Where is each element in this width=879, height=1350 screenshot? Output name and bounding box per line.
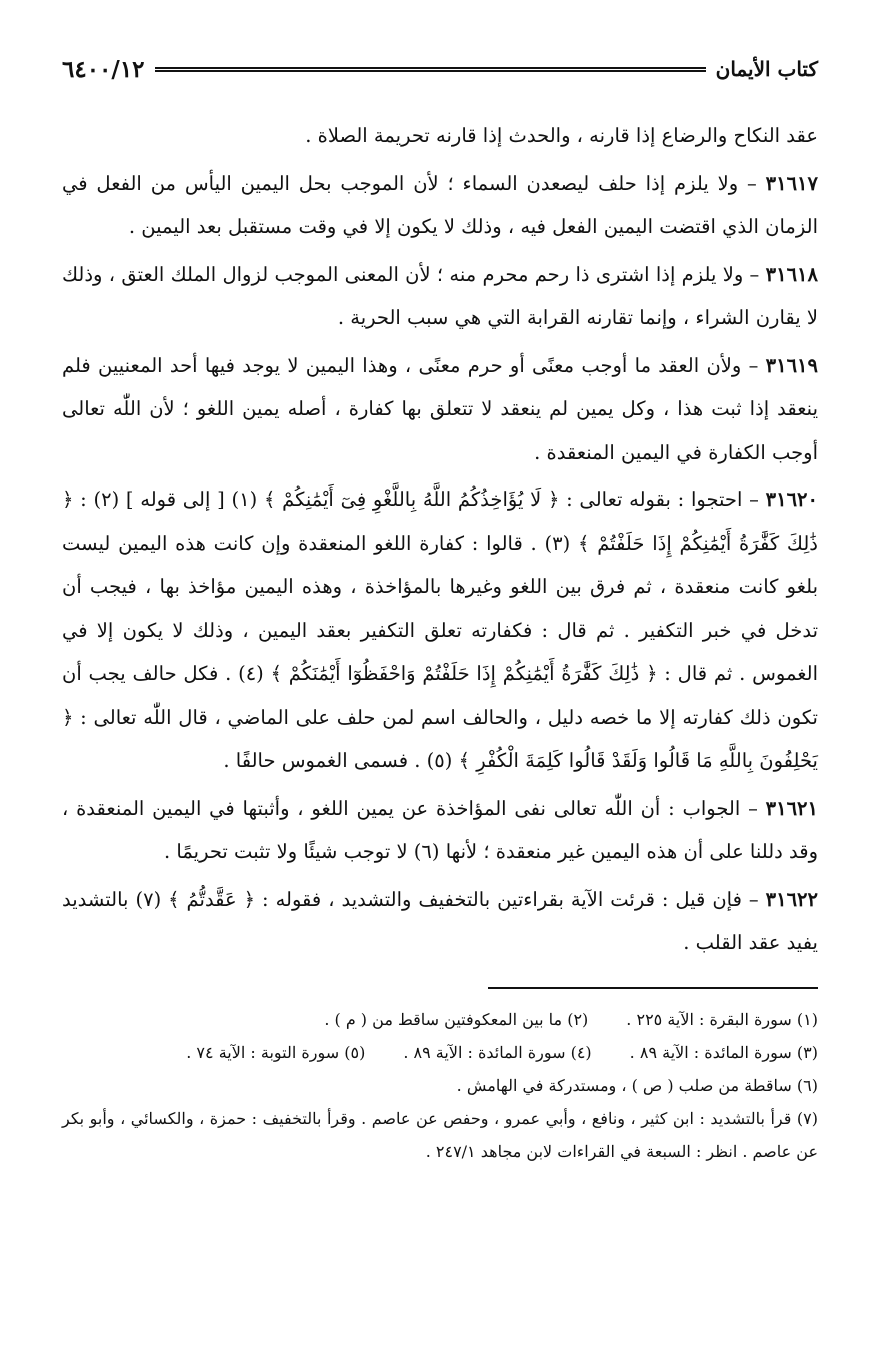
paragraph-31622 [62,878,818,965]
footnote-row [62,1003,818,1036]
page-header [62,48,818,90]
paragraph-continuation [62,114,818,158]
book-title: كتاب الأيمان [715,57,818,81]
footnote-1: (١) سورة البقرة : الآية ٢٢٥ . [626,1009,818,1029]
paragraph-text: – ولا يلزم إذا اشترى ذا رحم محرم منه ؛ لأن المعنى الموجب لزوال الملك العتق ، وذلك لا يقارن الشراء ، وإنما تقارنه القرابة التي هي سبب الحرية . [62,262,818,329]
paragraph-number: ٣١٦١٩ [765,353,818,377]
paragraph-number: ٣١٦٢١ [765,796,818,820]
header-double-rule [155,67,706,72]
footnote-separator [488,987,818,989]
footnote-7: (٧) قرأ بالتشديد : ابن كثير ، ونافع ، وأبي عمرو ، وحفص عن عاصم . وقرأ بالتخفيف : حمزة ، والكسائي ، وأبو بكر عن عاصم . انظر : السبعة في القراءات لابن مجاهد ٢٤٧/١ . [62,1108,818,1161]
book-page [62,48,818,1308]
paragraph-text: – ولأن العقد ما أوجب معنًى أو حرم معنًى ، وهذا اليمين لا يوجد فيها أحد المعنيين فلم ينعقد إذا ثبت هذا ، وكل يمين لم ينعقد لا تتعلق بها كفارة ، أصله يمين اللغو ؛ لأن اللّٰه تعالى أوجب الكفارة في اليمين المنعقدة . [62,353,818,464]
footnote-6: (٦) ساقطة من صلب ( ص ) ، ومستدركة في الهامش . [456,1075,818,1095]
footnote-5: (٥) سورة التوبة : الآية ٧٤ . [186,1042,366,1062]
footnote-3: (٣) سورة المائدة : الآية ٨٩ . [629,1042,818,1062]
paragraph-number: ٣١٦٢٢ [765,887,819,911]
paragraph-text: عقد النكاح والرضاع إذا قارنه ، والحدث إذا قارنه تحريمة الصلاة . [305,124,818,147]
page-reference: ٦٤٠٠/١٢ [62,55,145,83]
paragraph-31617 [62,162,818,249]
footnote-2: (٢) ما بين المعكوفتين ساقط من ( م ) . [324,1009,589,1029]
paragraph-number: ٣١٦١٨ [765,262,818,286]
paragraph-31621 [62,787,818,874]
paragraph-number: ٣١٦١٧ [765,171,818,195]
paragraph-31619 [62,344,818,475]
footnote-4: (٤) سورة المائدة : الآية ٨٩ . [403,1042,592,1062]
paragraph-text: – فإن قيل : قرئت الآية بقراءتين بالتخفيف والتشديد ، فقوله : ﴿ عَقَّدتُّمُ ﴾ (٧) بالتشديد يفيد عقد القلب . [62,887,818,954]
paragraph-text: – الجواب : أن اللّٰه تعالى نفى المؤاخذة عن يمين اللغو ، وأثبتها في اليمين المنعقدة ، وقد دللنا على أن هذه اليمين غير منعقدة ؛ لأنها (٦) لا توجب شيئًا ولا تثبت تحريمًا . [62,796,818,863]
footnote-row [62,1036,818,1069]
footnotes [62,1003,818,1168]
paragraph-text: – احتجوا : بقوله تعالى : ﴿ لَا يُؤَاخِذُكُمُ اللَّهُ بِاللَّغْوِ فِىٓ أَيْمَٰنِكُمْ ﴾ (١) [ إلى قوله ] (٢) : ﴿ ذَٰلِكَ كَفَّٰرَةُ أَيْمَٰنِكُمْ إِذَا حَلَفْتُمْ ﴾ (٣) . قالوا : كفارة اللغو المنعقدة وإن كانت هذه اليمين ليست بلغو كانت منعقدة ، ثم فرق بين اللغو وغيرها بالمؤاخذة ، وهذه اليمين مؤاخذ بها ، فيجب أن تدخل في خبر التكفير . ثم قال : فكفارته تعلق التكفير بعقد اليمين ، وذلك لا يكون إلا في الغموس . ثم قال : ﴿ ذَٰلِكَ كَفَّٰرَةُ أَيْمَٰنِكُمْ إِذَا حَلَفْتُمْ وَاحْفَظُوٓا أَيْمَٰنَكُمْ ﴾ (٤) . فكل حالف يجب أن تكون ذلك كفارته إلا ما خصه دليل ، والحالف اسم لمن حلف على الماضي ، قال اللّٰه تعالى : ﴿ يَحْلِفُونَ بِاللَّهِ مَا قَالُوا وَلَقَدْ قَالُوا كَلِمَةَ الْكُفْرِ ﴾ (٥) . فسمى الغموس حالفًا . [62,488,819,772]
paragraph-31618 [62,253,818,340]
main-text [62,114,818,965]
paragraph-number: ٣١٦٢٠ [765,488,818,511]
paragraph-31620 [62,478,818,783]
paragraph-text: – ولا يلزم إذا حلف ليصعدن السماء ؛ لأن الموجب بحل اليمين اليأس من الفعل في الزمان الذي اقتضت اليمين الفعل فيه ، وذلك لا يكون إلا في وقت مستقبل بعد اليمين . [62,171,818,238]
